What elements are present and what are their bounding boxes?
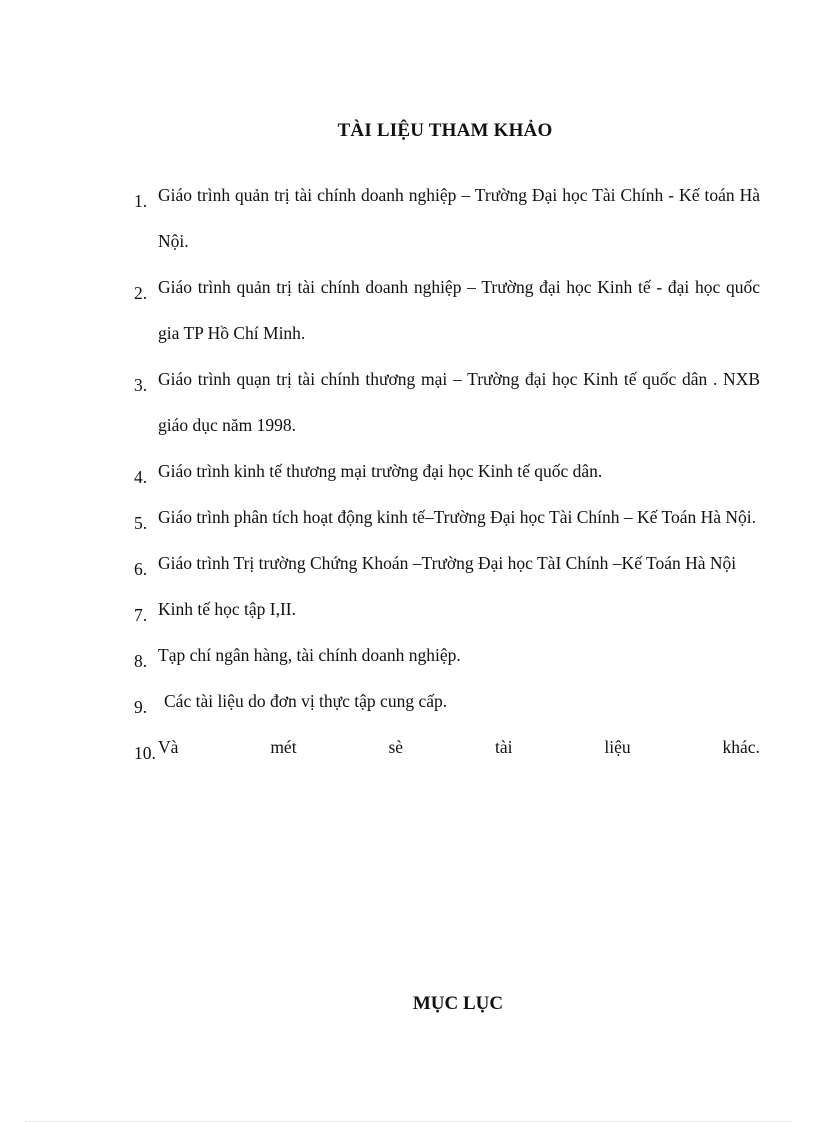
list-item-text bbox=[158, 724, 760, 770]
list-item-word: liệu bbox=[604, 737, 631, 757]
list-item bbox=[134, 586, 760, 632]
list-item bbox=[134, 448, 760, 494]
list-item-word: khác. bbox=[722, 737, 760, 757]
list-item-word: mét bbox=[270, 737, 297, 757]
list-item-number: 8. bbox=[134, 651, 148, 671]
list-item bbox=[134, 172, 760, 264]
list-item-number: 6. bbox=[134, 559, 148, 579]
list-item-number: 2. bbox=[134, 283, 148, 303]
list-item bbox=[134, 494, 760, 540]
list-item bbox=[134, 264, 760, 356]
list-item-word: Và bbox=[158, 737, 179, 757]
list-item-text: Tạp chí ngân hàng, tài chính doanh nghiệp. bbox=[158, 645, 461, 665]
list-item-text: Giáo trình phân tích hoạt động kinh tế–Trường Đại học Tài Chính – Kế Toán Hà Nội. bbox=[158, 507, 757, 527]
list-item-word: tài bbox=[494, 737, 513, 757]
list-item bbox=[134, 678, 760, 724]
list-item-number: 9. bbox=[134, 697, 148, 717]
list-item bbox=[134, 540, 760, 586]
list-item-text: Giáo trình quản trị tài chính doanh nghiệp – Trường Đại học Tài Chính - Kế toán Hà Nội. bbox=[158, 185, 760, 251]
page-divider bbox=[25, 1121, 791, 1122]
list-item-number: 10. bbox=[134, 743, 156, 763]
list-item bbox=[134, 632, 760, 678]
reference-list bbox=[134, 172, 760, 770]
list-item-text: Giáo trình quản trị tài chính doanh nghiệp – Trường đại học Kinh tế - đại học quốc gia TP Hồ Chí Minh. bbox=[158, 277, 760, 343]
page-title: TÀI LIỆU THAM KHẢO bbox=[337, 120, 553, 141]
list-item-number: 3. bbox=[134, 375, 148, 395]
list-item-number: 5. bbox=[134, 513, 148, 533]
list-item-word: sè bbox=[388, 737, 404, 757]
list-item-text: Giáo trình kinh tế thương mại trường đại học Kinh tế quốc dân. bbox=[158, 461, 603, 481]
list-item-text: Kinh tế học tập I,II. bbox=[158, 599, 297, 619]
list-item-text: Giáo trình Trị trường Chứng Khoán –Trường Đại học TàI Chính –Kế Toán Hà Nội bbox=[158, 553, 737, 573]
list-item bbox=[134, 356, 760, 448]
list-item bbox=[134, 724, 760, 770]
list-item-number: 1. bbox=[134, 191, 148, 211]
list-item-number: 4. bbox=[134, 467, 148, 487]
list-item-text: Giáo trình quạn trị tài chính thương mại – Trường đại học Kinh tế quốc dân . NXB giáo dục năm 1998. bbox=[158, 369, 760, 435]
list-item-text: Các tài liệu do đơn vị thực tập cung cấp. bbox=[164, 691, 448, 711]
section-title: MỤC LỤC bbox=[412, 993, 504, 1014]
list-item-number: 7. bbox=[134, 605, 148, 625]
